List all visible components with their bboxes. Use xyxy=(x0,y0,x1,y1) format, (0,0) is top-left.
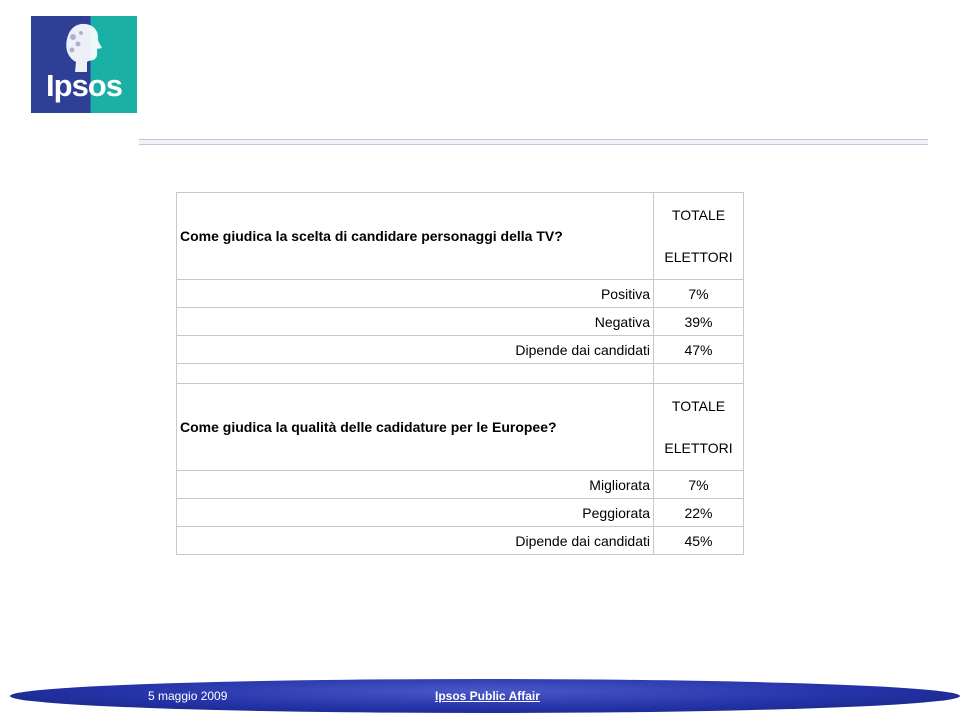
head-profile-icon xyxy=(61,22,107,74)
table-row xyxy=(177,308,744,336)
header-divider xyxy=(139,139,928,145)
column-header-line2: ELETTORI xyxy=(664,440,733,456)
table-row xyxy=(177,471,744,499)
table-row xyxy=(177,527,744,555)
column-header-line1: TOTALE xyxy=(671,398,726,414)
question-1: Come giudica la scelta di candidare personaggi della TV? xyxy=(177,193,654,280)
spacer-cell xyxy=(654,364,744,384)
table-row xyxy=(177,280,744,308)
spacer-cell xyxy=(177,364,654,384)
row-label: Positiva xyxy=(177,280,654,308)
section-2-header-row xyxy=(177,384,744,471)
footer-brand-link[interactable]: Ipsos Public Affair xyxy=(435,689,540,703)
question-2: Come giudica la qualità delle cadidature per le Europee? xyxy=(177,384,654,471)
spacer-row xyxy=(177,364,744,384)
row-value: 22% xyxy=(654,499,744,527)
column-header-totale-elettori xyxy=(654,384,744,471)
row-value: 7% xyxy=(654,280,744,308)
row-value: 45% xyxy=(654,527,744,555)
row-value: 39% xyxy=(654,308,744,336)
row-label: Negativa xyxy=(177,308,654,336)
section-1-header-row xyxy=(177,193,744,280)
ipsos-logo xyxy=(31,16,137,113)
footer-date: 5 maggio 2009 xyxy=(148,689,228,703)
results-table xyxy=(176,192,744,555)
row-value: 7% xyxy=(654,471,744,499)
row-label: Dipende dai candidati xyxy=(177,336,654,364)
column-header-totale-elettori xyxy=(654,193,744,280)
column-header-line1: TOTALE xyxy=(671,207,726,223)
column-header-line2: ELETTORI xyxy=(664,249,733,265)
row-label: Peggiorata xyxy=(177,499,654,527)
row-label: Migliorata xyxy=(177,471,654,499)
row-value: 47% xyxy=(654,336,744,364)
row-label: Dipende dai candidati xyxy=(177,527,654,555)
table-row xyxy=(177,499,744,527)
table-row xyxy=(177,336,744,364)
logo-wordmark: Ipsos xyxy=(46,68,122,103)
